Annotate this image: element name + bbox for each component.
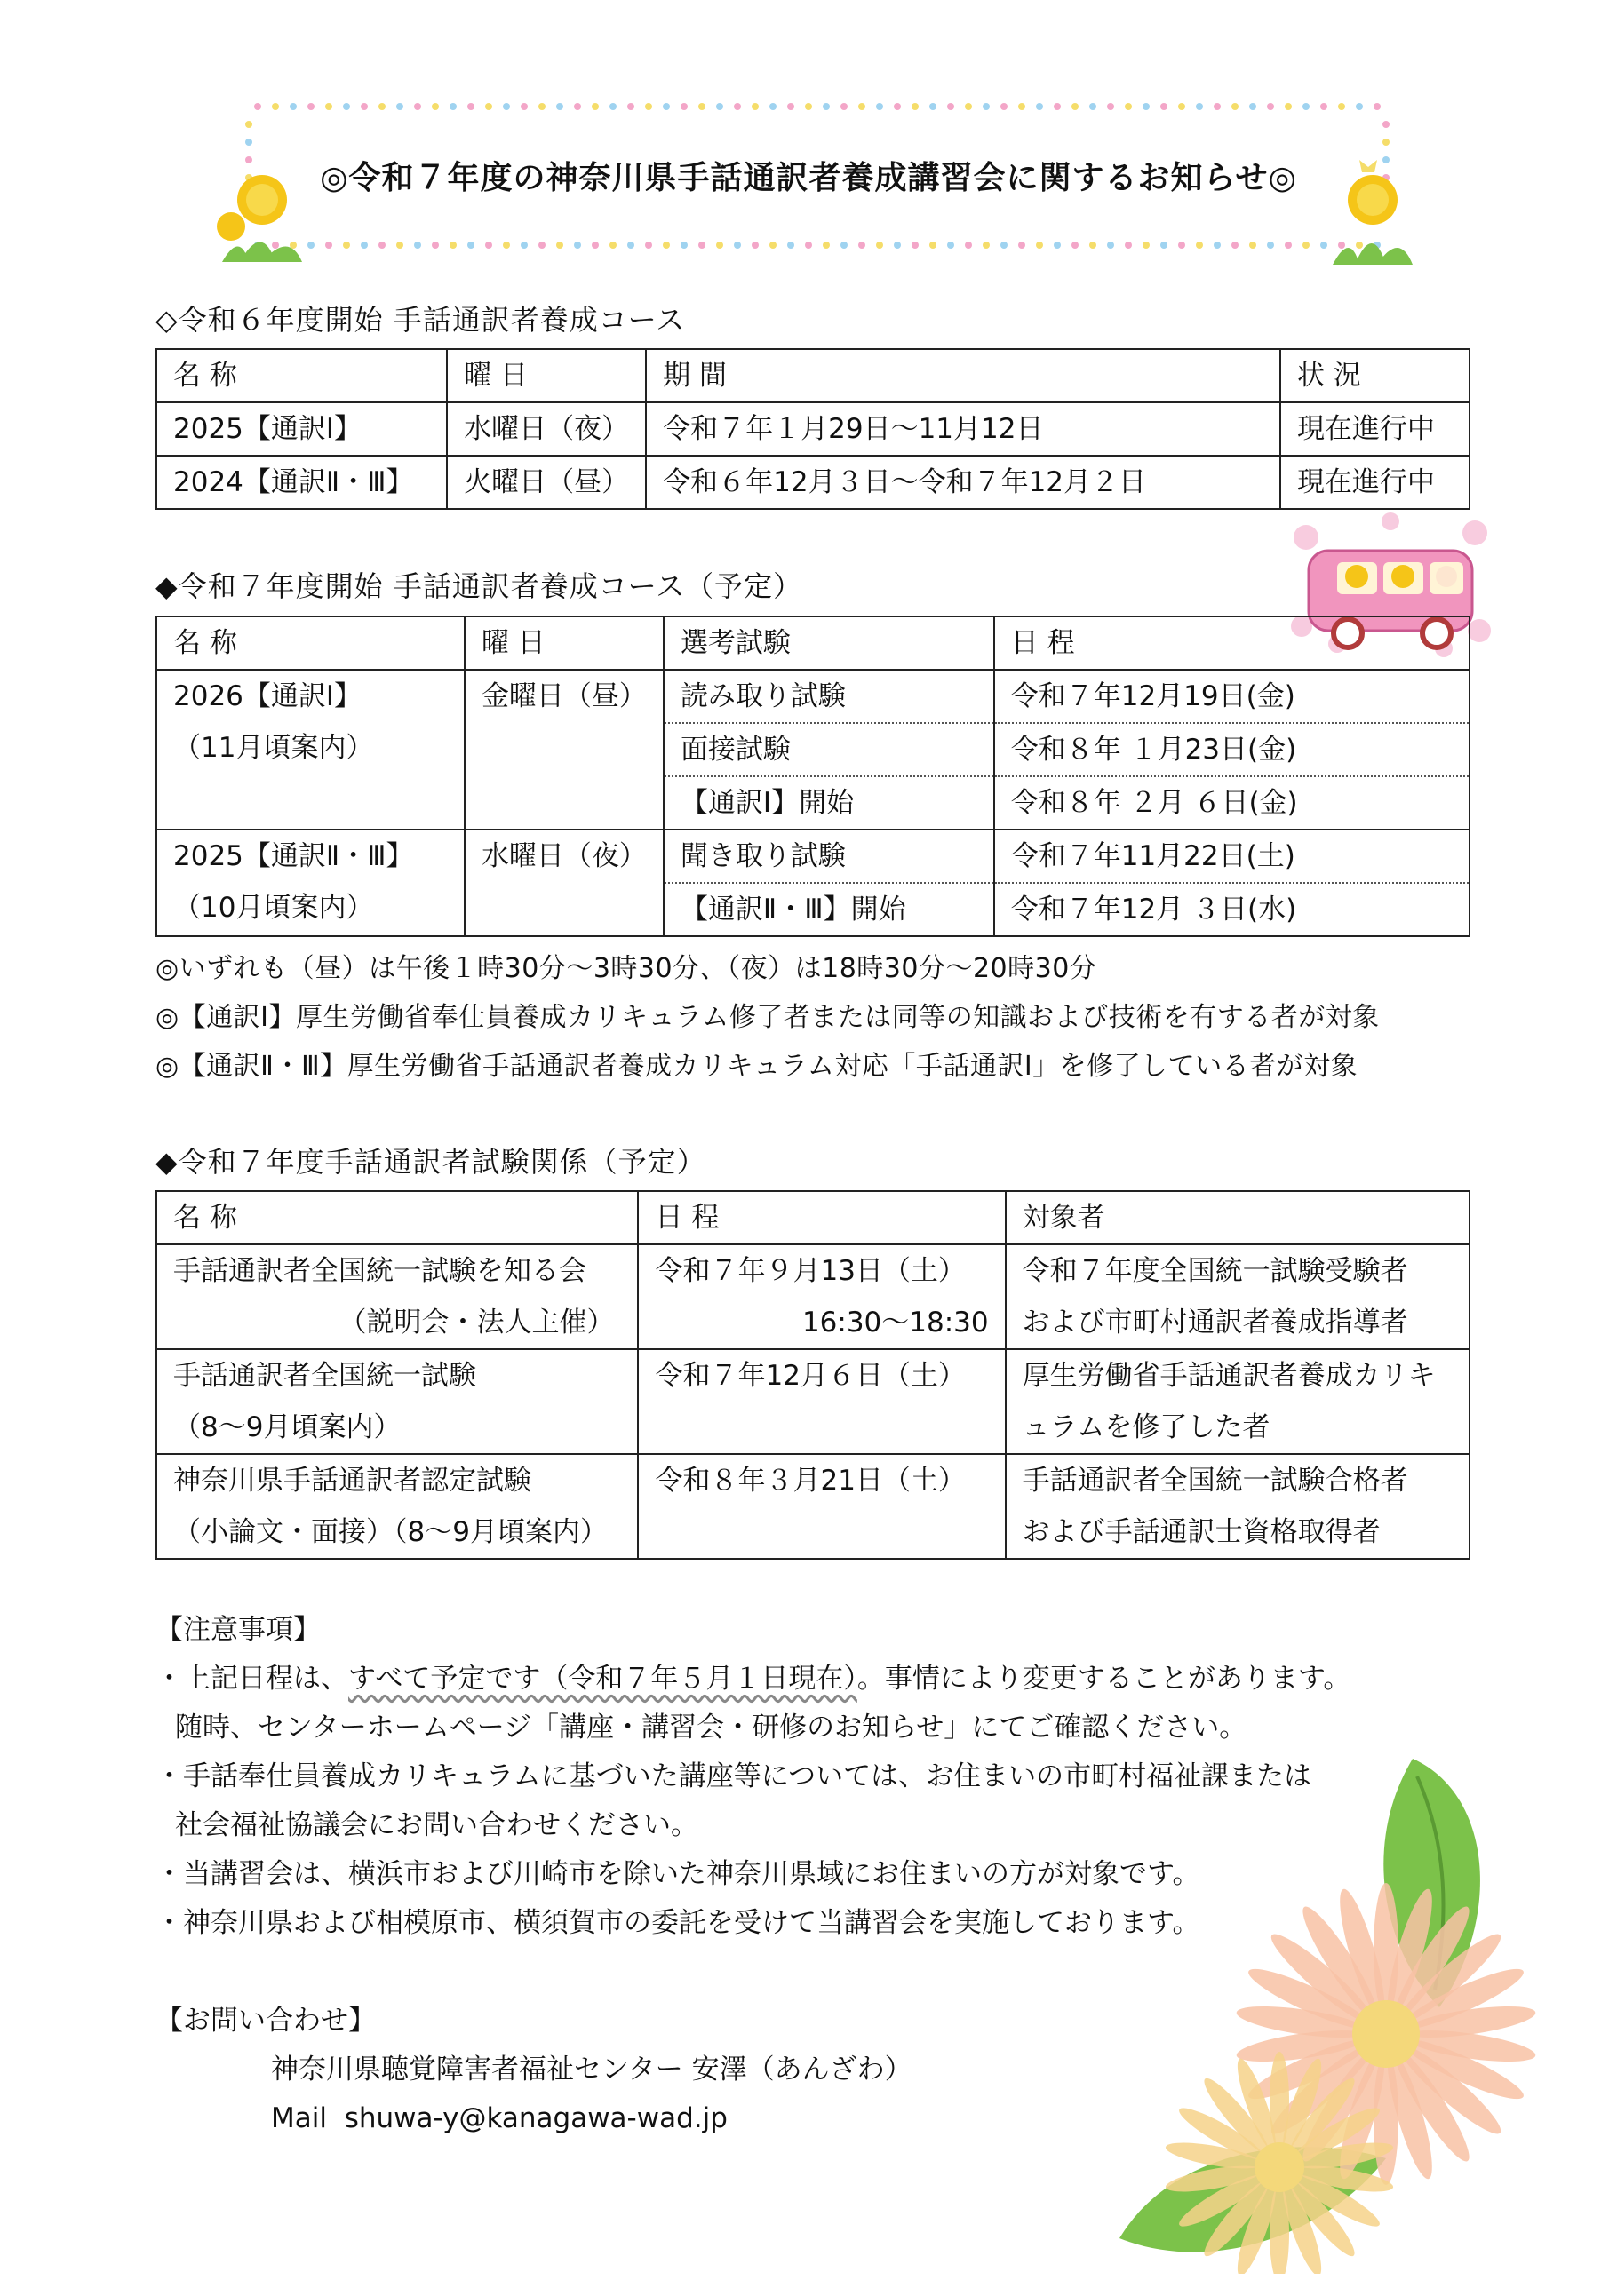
frame-dot: [681, 242, 688, 249]
course-name: 2025【通訳Ⅱ・Ⅲ】: [173, 840, 414, 872]
exam-name: 読み取り試験: [664, 670, 994, 723]
frame-dot: [361, 242, 368, 249]
section2-table: [155, 616, 1470, 937]
exam-date: 令和７年11月22日(土): [994, 830, 1470, 883]
exam-name: 【通訳Ⅱ・Ⅲ】開始: [664, 883, 994, 936]
frame-dot: [1214, 103, 1221, 110]
exam-date: 令和７年12月19日(金): [994, 670, 1470, 723]
frame-dot: [858, 242, 865, 249]
frame-dot: [432, 103, 439, 110]
frame-dot: [1249, 103, 1256, 110]
exam-date-cell: [638, 1454, 1005, 1559]
frame-dot: [396, 242, 403, 249]
frame-dot: [1018, 103, 1025, 110]
frame-dot: [965, 242, 972, 249]
header-cell: 曜 日: [447, 349, 646, 402]
course-status: 現在進行中: [1280, 456, 1470, 509]
exam-date: 令和７年12月 ３日(水): [994, 883, 1470, 936]
frame-dot: [272, 103, 279, 110]
frame-dot: [1000, 103, 1008, 110]
notice-text: 。事情により変更することがあります。: [856, 1663, 1351, 1695]
header-cell: 名 称: [156, 349, 447, 402]
frame-dot: [1231, 242, 1239, 249]
exam-target-cell: [1006, 1454, 1470, 1559]
frame-dot: [521, 242, 528, 249]
course-cell: [156, 830, 465, 936]
frame-dot: [1000, 242, 1008, 249]
frame-dot: [432, 242, 439, 249]
notice-item-3: ・当講習会は、横浜市および川崎市を除いた神奈川県域にお住まいの方が対象です。: [155, 1858, 1200, 1890]
frame-dot: [503, 242, 510, 249]
frame-dot: [1178, 103, 1185, 110]
exam-date: 令和７年９月13日（土）: [655, 1255, 966, 1287]
frame-dot: [290, 103, 297, 110]
frame-dot: [734, 103, 741, 110]
frame-dot: [1071, 103, 1079, 110]
exam-date-cell: [638, 1349, 1005, 1454]
contact-mail-row: [271, 2094, 728, 2143]
exam-target: ュラムを修了した者: [1022, 1411, 1270, 1443]
frame-dot: [805, 242, 812, 249]
frame-dot: [787, 242, 794, 249]
header-cell: 名 称: [156, 1191, 638, 1244]
header-cell: 選考試験: [664, 616, 994, 670]
table-row: [156, 1454, 1470, 1559]
frame-dot: [574, 103, 581, 110]
frame-dot: [698, 242, 705, 249]
frame-dot: [769, 242, 777, 249]
frame-dot: [645, 242, 652, 249]
exam-date: 令和８年 １月23日(金): [994, 723, 1470, 776]
page-title: ◎令和７年度の神奈川県手話通訳者養成講習会に関するお知らせ◎: [320, 160, 1297, 196]
header-cell: 日 程: [994, 616, 1470, 670]
frame-dot: [325, 242, 332, 249]
frame-dot: [1338, 103, 1345, 110]
header-cell: 曜 日: [465, 616, 664, 670]
frame-dot: [325, 103, 332, 110]
flower-illustration: [1119, 1741, 1581, 2274]
exam-date: 令和８年 ２月 ６日(金): [994, 776, 1470, 830]
frame-dot: [983, 103, 990, 110]
course-name: 2024【通訳Ⅱ・Ⅲ】: [156, 456, 447, 509]
section3-table: [155, 1190, 1470, 1560]
section1-heading: ◇令和６年度開始 手話通訳者養成コース: [155, 303, 686, 337]
exam-name-cell: [156, 1454, 638, 1559]
table-row: [156, 670, 1470, 723]
frame-dot: [1089, 242, 1096, 249]
frame-dot: [663, 242, 670, 249]
frame-dot: [663, 103, 670, 110]
exam-date-cell: [638, 1244, 1005, 1349]
exam-target: および市町村通訳者養成指導者: [1022, 1307, 1408, 1339]
frame-dot: [1374, 103, 1381, 110]
frame-dot: [1302, 103, 1310, 110]
frame-dot: [929, 242, 936, 249]
exam-note: （8～9月頃案内）: [173, 1411, 402, 1443]
section3-heading: ◆令和７年度手話通訳者試験関係（予定）: [155, 1145, 706, 1179]
course-day: 金曜日（昼）: [465, 670, 664, 830]
exam-target-cell: [1006, 1349, 1470, 1454]
frame-dot: [592, 103, 599, 110]
frame-dot: [609, 242, 617, 249]
frame-dot: [627, 242, 634, 249]
note-times: ◎いずれも（昼）は午後１時30分～3時30分、（夜）は18時30分～20時30分: [155, 953, 1097, 984]
frame-dot: [485, 103, 492, 110]
frame-dot: [912, 242, 919, 249]
notice-item-2-cont: 社会福祉協議会にお問い合わせください。: [175, 1809, 698, 1841]
frame-dot: [894, 242, 901, 249]
frame-dot: [929, 103, 936, 110]
frame-dot: [965, 103, 972, 110]
notice-item-4: ・神奈川県および相模原市、横須賀市の委託を受けて当講習会を実施しております。: [155, 1907, 1200, 1939]
course-day: 火曜日（昼）: [447, 456, 646, 509]
header-cell: 状 況: [1280, 349, 1470, 402]
frame-dot: [1231, 103, 1239, 110]
exam-name: 手話通訳者全国統一試験: [173, 1360, 476, 1392]
header-cell: 名 称: [156, 616, 465, 670]
frame-dot: [361, 103, 368, 110]
frame-dot: [1267, 103, 1274, 110]
exam-note: （小論文・面接）（8～9月頃案内）: [173, 1516, 608, 1548]
exam-name-cell: [156, 1244, 638, 1349]
course-day: 水曜日（夜）: [447, 402, 646, 456]
exam-target-cell: [1006, 1244, 1470, 1349]
frame-dot: [245, 121, 252, 128]
exam-target: 手話通訳者全国統一試験合格者: [1022, 1465, 1408, 1497]
frame-dot: [876, 103, 883, 110]
course-period: 令和６年12月３日～令和７年12月２日: [646, 456, 1280, 509]
note-course1: ◎【通訳Ⅰ】厚生労働省奉仕員養成カリキュラム修了者または同等の知識および技術を有する者が対象: [155, 1002, 1380, 1033]
frame-dot: [1107, 242, 1114, 249]
frame-dot: [716, 103, 723, 110]
section1-table: [155, 348, 1470, 510]
frame-dot: [840, 103, 848, 110]
frame-dot: [307, 103, 315, 110]
frame-dot: [1382, 121, 1390, 128]
table-header-row: [156, 616, 1470, 670]
section2-heading: ◆令和７年度開始 手話通訳者養成コース（予定）: [155, 569, 803, 603]
frame-dot: [894, 103, 901, 110]
frame-dot: [1249, 242, 1256, 249]
frame-dot: [912, 103, 919, 110]
exam-date: 令和８年３月21日（土）: [655, 1465, 966, 1497]
course-name: 2026【通訳Ⅰ】: [173, 680, 362, 712]
table-row: [156, 830, 1470, 883]
frame-dot: [1143, 242, 1150, 249]
frame-dot: [1107, 103, 1114, 110]
exam-time: 16:30～18:30: [801, 1307, 989, 1339]
course-period: 令和７年１月29日～11月12日: [646, 402, 1280, 456]
course-cell: [156, 670, 465, 830]
frame-dot: [414, 103, 421, 110]
frame-dot: [681, 103, 688, 110]
notice-text: ・上記日程は、: [155, 1663, 348, 1695]
frame-dot: [947, 242, 954, 249]
frame-dot: [1071, 242, 1079, 249]
exam-note: （説明会・法人主催）: [339, 1307, 615, 1339]
frame-dot: [1178, 242, 1185, 249]
frame-dot: [1285, 242, 1292, 249]
frame-dot: [574, 242, 581, 249]
frame-dot: [1036, 103, 1043, 110]
frame-dot: [627, 103, 634, 110]
frame-dot: [1036, 242, 1043, 249]
contact-org: 神奈川県聴覚障害者福祉センター 安澤（あんざわ）: [271, 2054, 912, 2085]
table-row: [156, 456, 1470, 509]
notice-item-1-cont: 随時、センターホームページ「講座・講習会・研修のお知らせ」にてご確認ください。: [175, 1712, 1247, 1744]
course-guide: （11月頃案内）: [173, 732, 374, 764]
mail-label: Mail: [271, 2102, 327, 2134]
frame-dot: [378, 103, 386, 110]
frame-dot: [592, 242, 599, 249]
frame-dot: [698, 103, 705, 110]
table-header-row: [156, 349, 1470, 402]
mail-address: shuwa-y@kanagawa-wad.jp: [344, 2102, 728, 2134]
frame-dot: [343, 242, 350, 249]
note-course2: ◎【通訳Ⅱ・Ⅲ】厚生労働省手話通訳者養成カリキュラム対応「手話通訳Ⅰ」を修了している者が対象: [155, 1051, 1358, 1082]
notice-item-2: ・手話奉仕員養成カリキュラムに基づいた講座等については、お住まいの市町村福祉課または: [155, 1760, 1312, 1792]
frame-dot: [1196, 103, 1203, 110]
exam-name: 手話通訳者全国統一試験を知る会: [173, 1255, 586, 1287]
exam-date: 令和７年12月６日（土）: [655, 1360, 966, 1392]
contact-heading: 【お問い合わせ】: [155, 2005, 376, 2037]
notice-text-underlined: すべて予定です（令和７年５月１日現在）: [348, 1663, 857, 1695]
frame-dot: [1089, 103, 1096, 110]
frame-dot: [823, 103, 830, 110]
frame-dot: [254, 103, 261, 110]
exam-name-cell: [156, 1349, 638, 1454]
frame-dot: [1143, 103, 1150, 110]
exam-target: 令和７年度全国統一試験受験者: [1022, 1255, 1408, 1287]
frame-dot: [1160, 103, 1167, 110]
frame-dot: [556, 242, 563, 249]
frame-dot: [1018, 242, 1025, 249]
frame-dot: [343, 103, 350, 110]
exam-target: および手話通訳士資格取得者: [1022, 1516, 1381, 1548]
frame-dot: [858, 103, 865, 110]
notice-heading: 【注意事項】: [155, 1614, 321, 1646]
exam-name: 神奈川県手話通訳者認定試験: [173, 1465, 531, 1497]
frame-dot: [414, 242, 421, 249]
frame-dot: [1125, 242, 1132, 249]
frame-dot: [1285, 103, 1292, 110]
frame-dot: [840, 242, 848, 249]
exam-target: 厚生労働省手話通訳者養成カリキ: [1022, 1360, 1436, 1392]
frame-dot: [467, 242, 474, 249]
frame-dot: [983, 242, 990, 249]
course-status: 現在進行中: [1280, 402, 1470, 456]
frame-dot: [1160, 242, 1167, 249]
frame-dot: [1302, 242, 1310, 249]
frame-dot: [734, 242, 741, 249]
frame-dot: [503, 103, 510, 110]
exam-name: 【通訳Ⅰ】開始: [664, 776, 994, 830]
frame-dot: [467, 103, 474, 110]
frame-dot: [609, 103, 617, 110]
course-guide: （10月頃案内）: [173, 892, 374, 924]
frame-dot: [450, 242, 457, 249]
frame-dot: [1320, 103, 1327, 110]
frame-dot: [716, 242, 723, 249]
frame-dot: [1054, 242, 1061, 249]
frame-dot: [245, 139, 252, 146]
frame-dot: [823, 242, 830, 249]
frame-dot: [556, 103, 563, 110]
exam-name: 聞き取り試験: [664, 830, 994, 883]
table-header-row: [156, 1191, 1470, 1244]
course-day: 水曜日（夜）: [465, 830, 664, 936]
frame-dot: [521, 103, 528, 110]
frame-dot: [752, 103, 759, 110]
table-row: [156, 402, 1470, 456]
frame-dot: [538, 103, 546, 110]
frame-dot: [1356, 103, 1363, 110]
frame-dot: [378, 242, 386, 249]
header-cell: 対象者: [1006, 1191, 1470, 1244]
frame-dot: [1125, 103, 1132, 110]
frame-dot: [538, 242, 546, 249]
notice-item-1: [155, 1655, 1350, 1704]
header-cell: 日 程: [638, 1191, 1005, 1244]
exam-name: 面接試験: [664, 723, 994, 776]
frame-dot: [450, 103, 457, 110]
frame-dot: [947, 103, 954, 110]
table-row: [156, 1349, 1470, 1454]
frame-dot: [769, 103, 777, 110]
frame-dot: [1054, 103, 1061, 110]
frame-dot: [396, 103, 403, 110]
frame-dot: [1214, 242, 1221, 249]
frame-dot: [752, 242, 759, 249]
frame-dot: [1382, 139, 1390, 146]
frame-dot: [1267, 242, 1274, 249]
frame-dot: [805, 103, 812, 110]
frame-dot: [876, 242, 883, 249]
frame-dot: [1196, 242, 1203, 249]
frame-dot: [485, 242, 492, 249]
header-cell: 期 間: [646, 349, 1280, 402]
frame-dot: [645, 103, 652, 110]
table-row: [156, 1244, 1470, 1349]
frame-dot: [787, 103, 794, 110]
course-name: 2025【通訳Ⅰ】: [156, 402, 447, 456]
